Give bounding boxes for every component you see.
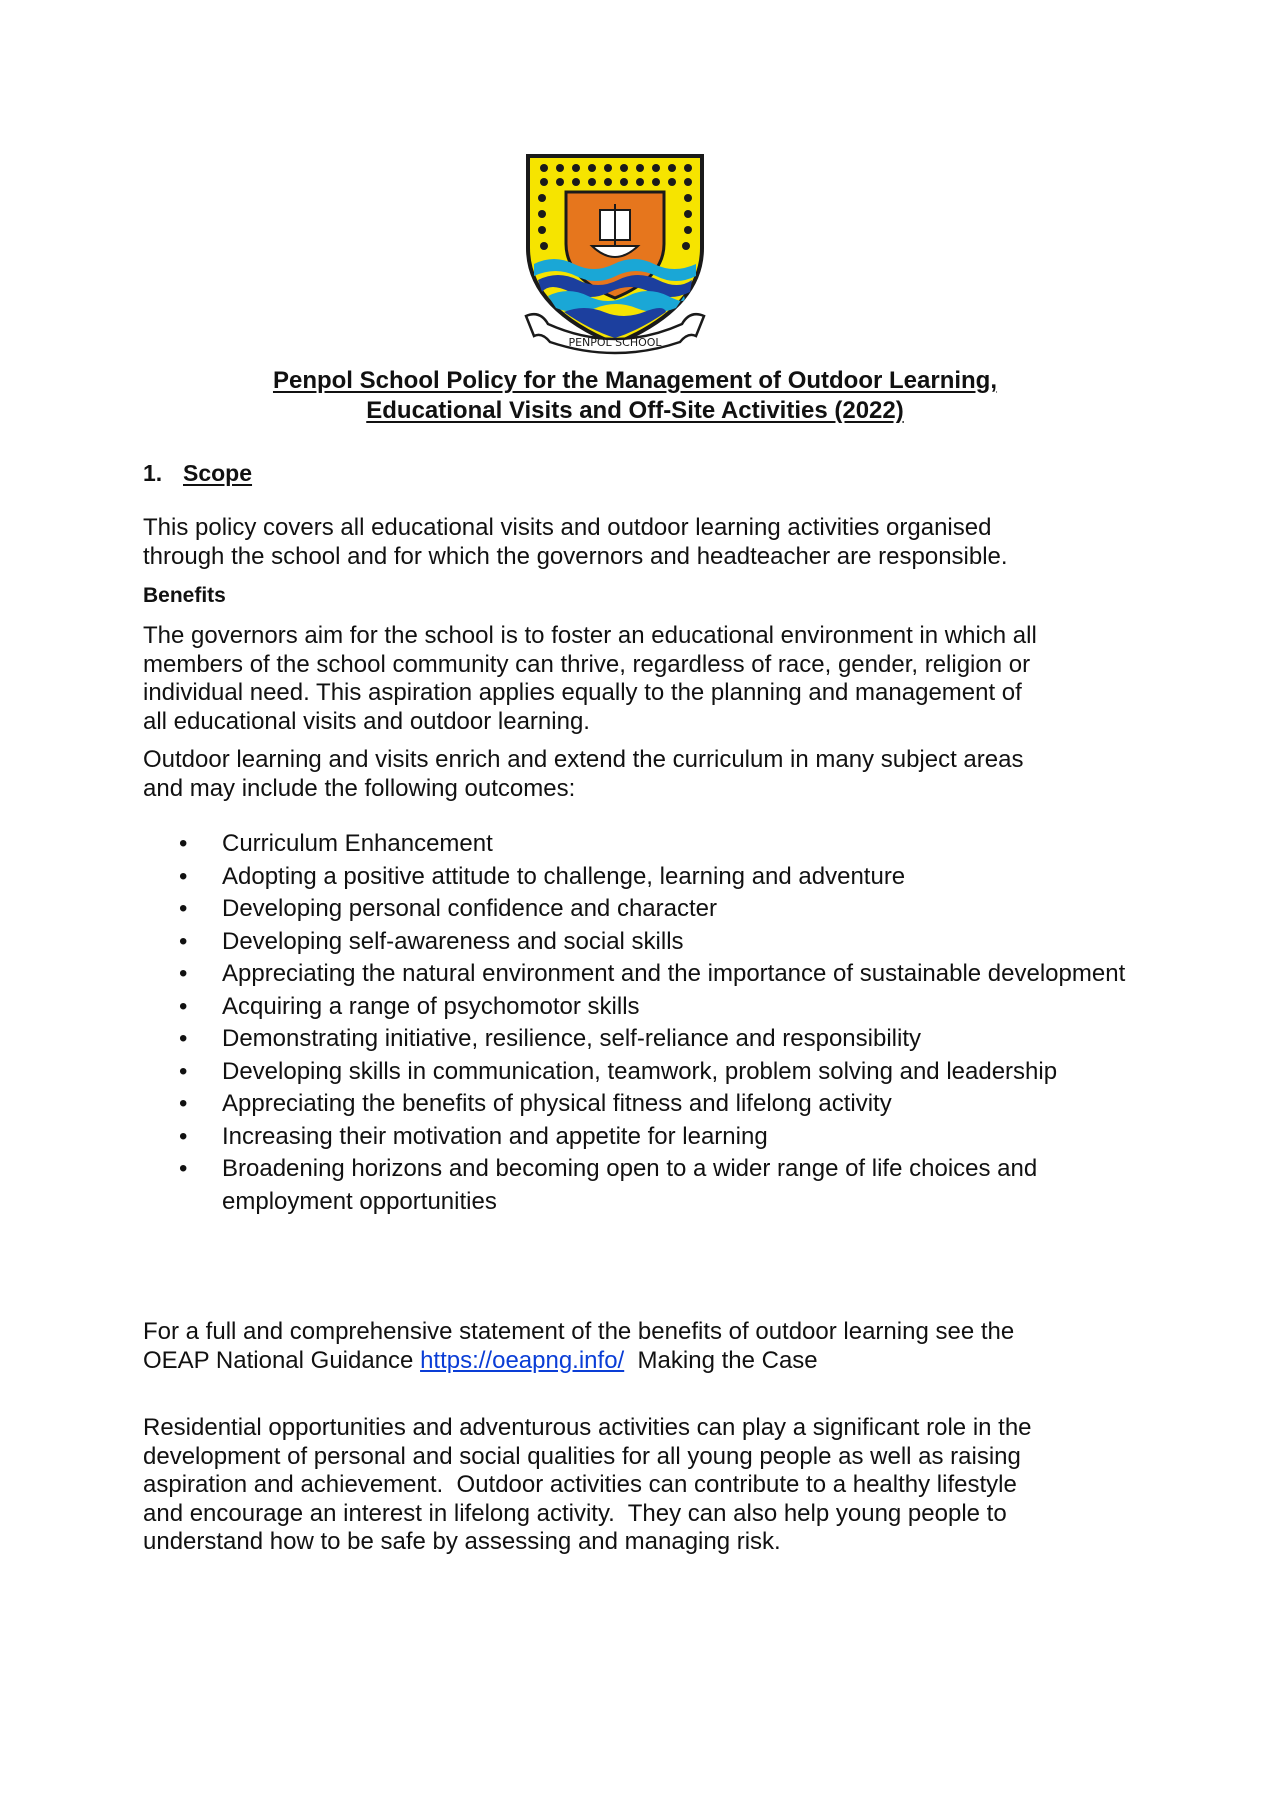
bullet-icon: • — [179, 960, 188, 987]
guidance-paragraph — [143, 1318, 1133, 1375]
list-item — [143, 991, 1133, 1024]
paragraph-line: Residential opportunities and adventurous activities can play a significant role in the — [143, 1414, 1032, 1441]
title-line-2: Educational Visits and Off-Site Activities (2022) — [366, 397, 904, 424]
paragraph-line: This policy covers all educational visits and outdoor learning activities organised — [143, 514, 992, 541]
benefits-subheading: Benefits — [143, 584, 226, 607]
paragraph-line: aspiration and achievement. Outdoor activities can contribute to a healthy lifestyle — [143, 1471, 1017, 1498]
title-line-1: Penpol School Policy for the Management of Outdoor Learning, — [272, 367, 998, 394]
benefits-paragraph-2 — [143, 746, 1133, 803]
bullet-icon: • — [179, 1025, 188, 1052]
paragraph-line: individual need. This aspiration applies equally to the planning and management of — [143, 679, 1022, 706]
paragraph-line: all educational visits and outdoor learning. — [143, 707, 590, 735]
list-item — [143, 926, 1133, 959]
guidance-suffix: Making the Case — [624, 1346, 818, 1374]
list-item-text: Broadening horizons and becoming open to a wider range of life choices and employment opportunities — [222, 1155, 1038, 1215]
bullet-icon: • — [179, 927, 188, 955]
outcomes-list — [143, 828, 1133, 1218]
bullet-icon: • — [179, 992, 188, 1020]
list-item-text: Acquiring a range of psychomotor skills — [222, 992, 640, 1020]
bullet-icon: • — [179, 830, 188, 857]
list-item — [143, 861, 1133, 894]
bullet-icon: • — [179, 1155, 188, 1182]
list-item — [143, 893, 1133, 926]
list-item-text: Developing self-awareness and social skills — [222, 927, 684, 955]
paragraph-line — [143, 1347, 1133, 1376]
list-item-text: Adopting a positive attitude to challenge, learning and adventure — [222, 862, 906, 890]
document-title — [140, 366, 1130, 426]
list-item-text: Curriculum Enhancement — [222, 830, 493, 857]
list-item-text: Appreciating the benefits of physical fitness and lifelong activity — [222, 1090, 892, 1117]
bullet-icon: • — [179, 1090, 188, 1117]
crest-banner-text: PENPOL SCHOOL — [568, 336, 662, 349]
paragraph-line: The governors aim for the school is to foster an educational environment in which all — [143, 622, 1037, 649]
paragraph-line: For a full and comprehensive statement of the benefits of outdoor learning see the — [143, 1318, 1015, 1345]
list-item-text: Developing personal confidence and character — [222, 895, 717, 922]
list-item-text: Increasing their motivation and appetite for learning — [222, 1122, 768, 1150]
bullet-icon: • — [179, 1122, 188, 1150]
list-item-text: Demonstrating initiative, resilience, self-reliance and responsibility — [222, 1025, 921, 1052]
school-crest-logo — [520, 148, 710, 360]
list-item — [143, 828, 1133, 861]
bullet-icon: • — [179, 895, 188, 922]
list-item — [143, 1121, 1133, 1154]
residential-paragraph — [143, 1414, 1133, 1557]
guidance-prefix: OEAP National Guidance — [143, 1346, 421, 1374]
section-number: 1. — [143, 460, 163, 486]
list-item — [143, 1153, 1133, 1218]
list-item — [143, 1088, 1133, 1121]
list-item — [143, 1023, 1133, 1056]
list-item-text: Appreciating the natural environment and the importance of sustainable development — [222, 960, 1126, 987]
list-item-text: Developing skills in communication, teamwork, problem solving and leadership — [222, 1057, 1058, 1085]
section-heading-label: Scope — [183, 460, 253, 486]
bullet-icon: • — [179, 862, 188, 890]
scope-paragraph — [143, 514, 1133, 571]
paragraph-line: development of personal and social qualities for all young people as well as raising — [143, 1442, 1021, 1470]
benefits-paragraph-1 — [143, 622, 1133, 736]
oeap-guidance-link[interactable]: https://oeapng.info/ — [420, 1346, 625, 1374]
list-item — [143, 1056, 1133, 1089]
paragraph-line: members of the school community can thrive, regardless of race, gender, religion or — [143, 650, 1031, 678]
paragraph-line: understand how to be safe by assessing and managing risk. — [143, 1528, 781, 1555]
list-item — [143, 958, 1133, 991]
paragraph-line: and may include the following outcomes: — [143, 774, 576, 802]
paragraph-line: through the school and for which the governors and headteacher are responsible. — [143, 542, 1008, 570]
section-heading-scope — [143, 458, 252, 488]
paragraph-line: Outdoor learning and visits enrich and extend the curriculum in many subject areas — [143, 746, 1024, 773]
bullet-icon: • — [179, 1057, 188, 1085]
paragraph-line: and encourage an interest in lifelong activity. They can also help young people to — [143, 1499, 1007, 1527]
